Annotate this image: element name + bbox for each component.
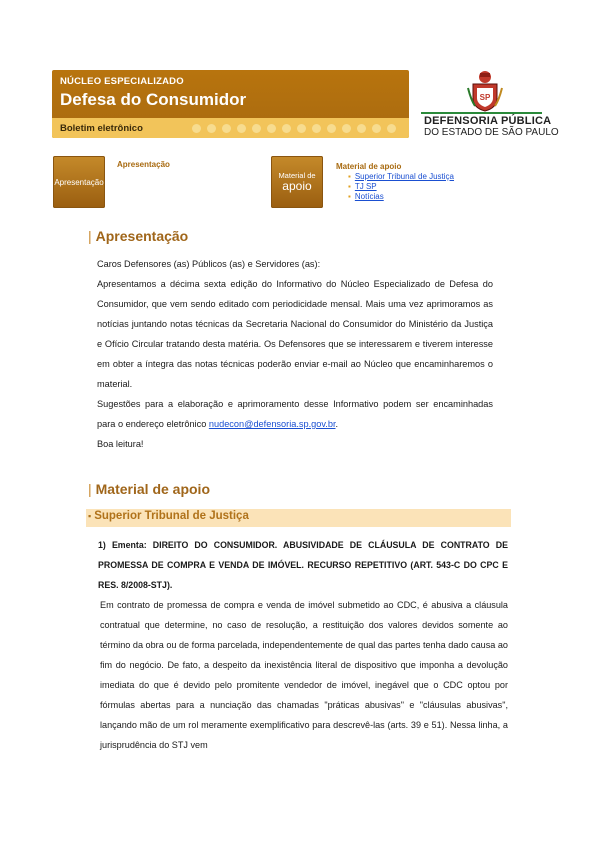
material-nav-button[interactable] (271, 156, 323, 208)
banner-title: Defesa do Consumidor (60, 90, 247, 109)
suggestion-paragraph (97, 394, 493, 434)
apresentacao-heading-text: Apresentação (95, 228, 189, 244)
suggestion-suffix: . (335, 419, 339, 429)
logo-rule (421, 112, 542, 114)
suggestion-text: Sugestões para a elaboração e aprimoramento desse Informativo podem ser encaminhadas para o endereço eletrônico (97, 399, 493, 429)
header-banner (52, 70, 409, 138)
logo-subtitle: DO ESTADO DE SÃO PAULO (424, 127, 559, 138)
list-item (348, 172, 454, 182)
banner-subtitle: Boletim eletrônico (60, 123, 143, 134)
list-item (348, 182, 454, 192)
ementa-body: Em contrato de promessa de compra e venda de imóvel submetido ao CDC, é abusiva a cláusula contratual que determine, no caso de resolução, a restituição dos valores devidos somente ao término da obra ou de forma parcelada, independentemente de qual das partes tenha dado causa ao fim do negócio. De fato, a despeito da inexistência literal de dispositivo que imponha a devolução imediata do que é devido pelo promitente vendedor de imóvel, inegável que o CDC optou por fórmulas abertas para a nunciação das chamadas "práticas abusivas" e "cláusulas abusivas", lançando mão de um rol meramente exemplificativo para descrevê-las (arts. 39 e 51). Nessa linha, a jurisprudência do STJ vem (100, 600, 508, 750)
link-noticias[interactable]: Notícias (354, 192, 384, 201)
apresentacao-body (97, 254, 493, 454)
material-heading-text: Material de apoio (95, 481, 210, 497)
banner-kicker: NÚCLEO ESPECIALIZADO (60, 76, 184, 87)
link-tjsp[interactable]: TJ SP (354, 182, 377, 191)
material-link-list (348, 172, 454, 202)
logo-title: DEFENSORIA PÚBLICA (424, 115, 552, 127)
material-nav-caption: Material de apoio (336, 162, 402, 171)
intro-paragraph: Apresentamos a décima sexta edição do Informativo do Núcleo Especializado de Defesa do Consumidor, que vem sendo editado com periodicidade mensal. Mais uma vez aprimoramos as notícias juntando notas técnicas da Secretaria Nacional do Consumidor do Ministério da Justiça e Ofício Circular tratando desta matéria. Os Defensores que se interessarem e tiverem interesse em obter a íntegra das notas técnicas poderão enviar e-mail ao Núcleo que encaminharemos o material. (97, 279, 493, 389)
stj-subheading-text: Superior Tribunal de Justiça (94, 510, 249, 522)
list-item (348, 192, 454, 202)
material-heading: | Material de apoio (88, 481, 210, 497)
svg-text:SP: SP (479, 93, 491, 102)
email-link[interactable]: nudecon@defensoria.sp.gov.br (208, 419, 336, 429)
apresentacao-heading: | Apresentação (88, 228, 189, 244)
greeting-text: Caros Defensores (as) Públicos (as) e Servidores (as): (97, 259, 321, 269)
coat-of-arms-icon (465, 70, 505, 112)
link-stj[interactable]: Superior Tribunal de Justiça (354, 172, 455, 181)
apresentacao-nav-caption: Apresentação (117, 160, 170, 169)
decorative-dots (192, 124, 396, 133)
stj-subheading: ▪ Superior Tribunal de Justiça (88, 510, 249, 522)
material-nav-button-label-big: apoio (282, 178, 312, 193)
ementa-text: 1) Ementa: DIREITO DO CONSUMIDOR. ABUSIVIDADE DE CLÁUSULA DE CONTRATO DE PROMESSA DE COMPRA E VENDA DE IMÓVEL. RECURSO REPETITIVO (ART. 543-C DO CPC E RES. 8/2008-STJ). (98, 540, 508, 590)
apresentacao-nav-button-label: Apresentação (54, 177, 104, 187)
apresentacao-nav-button[interactable] (53, 156, 105, 208)
material-nav-button-label-small: Material de (278, 170, 316, 180)
closing-text: Boa leitura! (97, 439, 144, 449)
